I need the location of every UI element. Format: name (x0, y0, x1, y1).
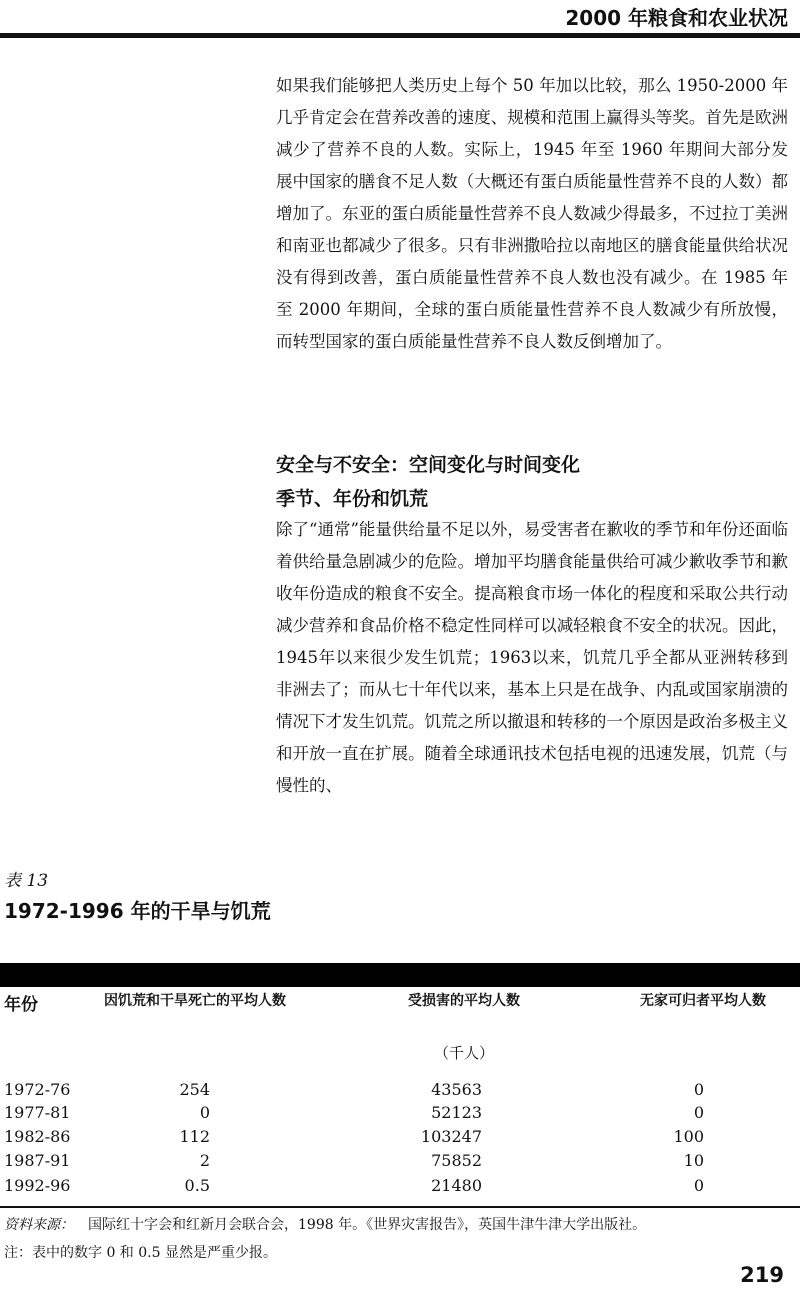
cell-homeless: 0 (693, 1176, 704, 1195)
column-header-homeless: 无家可归者平均人数 (640, 993, 766, 1009)
cell-affected: 103247 (420, 1127, 482, 1146)
header-rule (0, 33, 800, 38)
cell-year: 1972-76 (4, 1080, 71, 1099)
cell-affected: 21480 (431, 1176, 482, 1195)
column-header-year: 年份 (4, 995, 38, 1015)
table-label: 表 13 (4, 871, 49, 891)
table-row (0, 1127, 800, 1151)
cell-deaths: 0.5 (184, 1176, 210, 1195)
column-header-deaths: 因饥荒和干旱死亡的平均人数 (104, 993, 286, 1009)
cell-homeless: 0 (693, 1080, 704, 1099)
paragraph-intro: 如果我们能够把人类历史上每个 50 年加以比较，那么 1950-2000 年几乎肯定会在营养改善的速度、规模和范围上赢得头等奖。首先是欧洲减少了营养不良的人数。实际上，1945 年至 1960 年期间大部分发展中国家的膳食不足人数（大概还有蛋白质能量性营养不良的人数）都增加了。东亚的蛋白质能量性营养不良人数减少得最多，不过拉丁美洲和南亚也都减少了很多。只有非洲撒哈拉以南地区的膳食能量供给状况没有得到改善，蛋白质能量性营养不良人数也没有减少。在 1985 年至 2000 年期间，全球的蛋白质能量性营养不良人数减少有所放慢，而转型国家的蛋白质能量性营养不良人数反倒增加了。 (276, 76, 788, 351)
cell-year: 1992-96 (4, 1176, 71, 1195)
table-footnote: 注：表中的数字 0 和 0.5 显然是严重少报。 (4, 1245, 277, 1261)
subsection-heading: 季节、年份和饥荒 (276, 488, 429, 510)
column-header-affected: 受损害的平均人数 (408, 993, 520, 1009)
cell-year: 1987-91 (4, 1151, 71, 1170)
cell-deaths: 2 (199, 1151, 210, 1170)
source-text: 国际红十字会和红新月会联合会，1998 年。《世界灾害报告》，英国牛津牛津大学出版社。 (88, 1217, 647, 1233)
cell-deaths: 112 (179, 1127, 210, 1146)
cell-affected: 43563 (431, 1080, 482, 1099)
table-row (0, 1103, 800, 1127)
cell-affected: 75852 (431, 1151, 482, 1170)
table-row (0, 1176, 800, 1200)
table-title: 1972-1996 年的干旱与饥荒 (4, 899, 271, 923)
cell-year: 1977-81 (4, 1103, 71, 1122)
table-top-bar (0, 963, 800, 987)
cell-affected: 52123 (431, 1103, 482, 1122)
cell-homeless: 10 (683, 1151, 704, 1170)
table-bottom-rule (0, 1206, 800, 1208)
table-row (0, 1080, 800, 1104)
cell-year: 1982-86 (4, 1127, 71, 1146)
source-label: 资料来源： (4, 1217, 74, 1233)
page-number: 219 (740, 1263, 784, 1287)
cell-homeless: 0 (693, 1103, 704, 1122)
cell-deaths: 254 (179, 1080, 210, 1099)
units-label: （千人） (434, 1044, 495, 1062)
body-text-second (276, 514, 788, 802)
cell-deaths: 0 (199, 1103, 210, 1122)
cell-homeless: 100 (673, 1127, 704, 1146)
running-header (0, 0, 800, 40)
running-header-title: 2000 年粮食和农业状况 (565, 6, 788, 30)
source-note (4, 1214, 646, 1234)
section-heading: 安全与不安全：空间变化与时间变化 (276, 454, 581, 476)
body-text-first (276, 70, 788, 358)
paragraph-famine: 除了“通常”能量供给量不足以外，易受害者在歉收的季节和年份还面临着供给量急剧减少的危险。增加平均膳食能量供给可减少歉收季节和歉收年份造成的粮食不安全。提高粮食市场一体化的程度和采取公共行动减少营养和食品价格不稳定性同样可以减轻粮食不安全的状况。因此，1945年以来很少发生饥荒；1963以来，饥荒几乎全都从亚洲转移到非洲去了；而从七十年代以来，基本上只是在战争、内乱或国家崩溃的情况下才发生饥荒。饥荒之所以撤退和转移的一个原因是政治多极主义和开放一直在扩展。随着全球通讯技术包括电视的迅速发展，饥荒（与慢性的、 (276, 520, 788, 795)
table-row (0, 1151, 800, 1175)
